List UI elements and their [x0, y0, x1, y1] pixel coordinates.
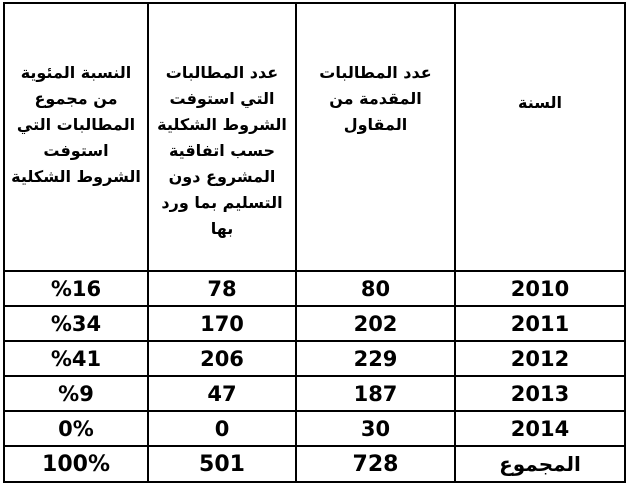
- cell-year: 2014: [455, 411, 625, 446]
- total-submitted: 728: [296, 446, 455, 482]
- header-cell-percent: [4, 3, 148, 271]
- cell-year: 2012: [455, 341, 625, 376]
- cell-year: 2013: [455, 376, 625, 411]
- cell-percent: %34: [4, 306, 148, 341]
- header-percent-label: النسبة المئوية من مجموع المطالبات التي استوفت الشروط الشكلية: [11, 63, 141, 186]
- header-met-conditions-label: عدد المطالبات التي استوفت الشروط الشكلية حسب اتفاقية المشروع دون التسليم بما ورد بها: [157, 63, 287, 238]
- total-label: المجموع: [455, 446, 625, 482]
- total-met: 501: [148, 446, 296, 482]
- cell-submitted: 229: [296, 341, 455, 376]
- table-row: [4, 271, 625, 306]
- cell-met: 47: [148, 376, 296, 411]
- table-header-row: [4, 3, 625, 271]
- cell-met: 170: [148, 306, 296, 341]
- cell-met: 206: [148, 341, 296, 376]
- cell-year: 2011: [455, 306, 625, 341]
- cell-met: 0: [148, 411, 296, 446]
- cell-submitted: 187: [296, 376, 455, 411]
- cell-percent: %16: [4, 271, 148, 306]
- cell-year: 2010: [455, 271, 625, 306]
- claims-table: [3, 2, 626, 483]
- header-year-label: السنة: [517, 93, 562, 112]
- table-row: [4, 376, 625, 411]
- cell-submitted: 202: [296, 306, 455, 341]
- cell-percent: 0%: [4, 411, 148, 446]
- total-percent: 100%: [4, 446, 148, 482]
- table-row: [4, 341, 625, 376]
- header-cell-met-conditions: [148, 3, 296, 271]
- table-total-row: [4, 446, 625, 482]
- cell-met: 78: [148, 271, 296, 306]
- header-cell-year: [455, 3, 625, 271]
- cell-submitted: 30: [296, 411, 455, 446]
- table-row: [4, 411, 625, 446]
- header-cell-submitted: [296, 3, 455, 271]
- cell-percent: %41: [4, 341, 148, 376]
- header-submitted-label: عدد المطالبات المقدمة من المقاول: [319, 63, 432, 134]
- cell-percent: %9: [4, 376, 148, 411]
- table-row: [4, 306, 625, 341]
- cell-submitted: 80: [296, 271, 455, 306]
